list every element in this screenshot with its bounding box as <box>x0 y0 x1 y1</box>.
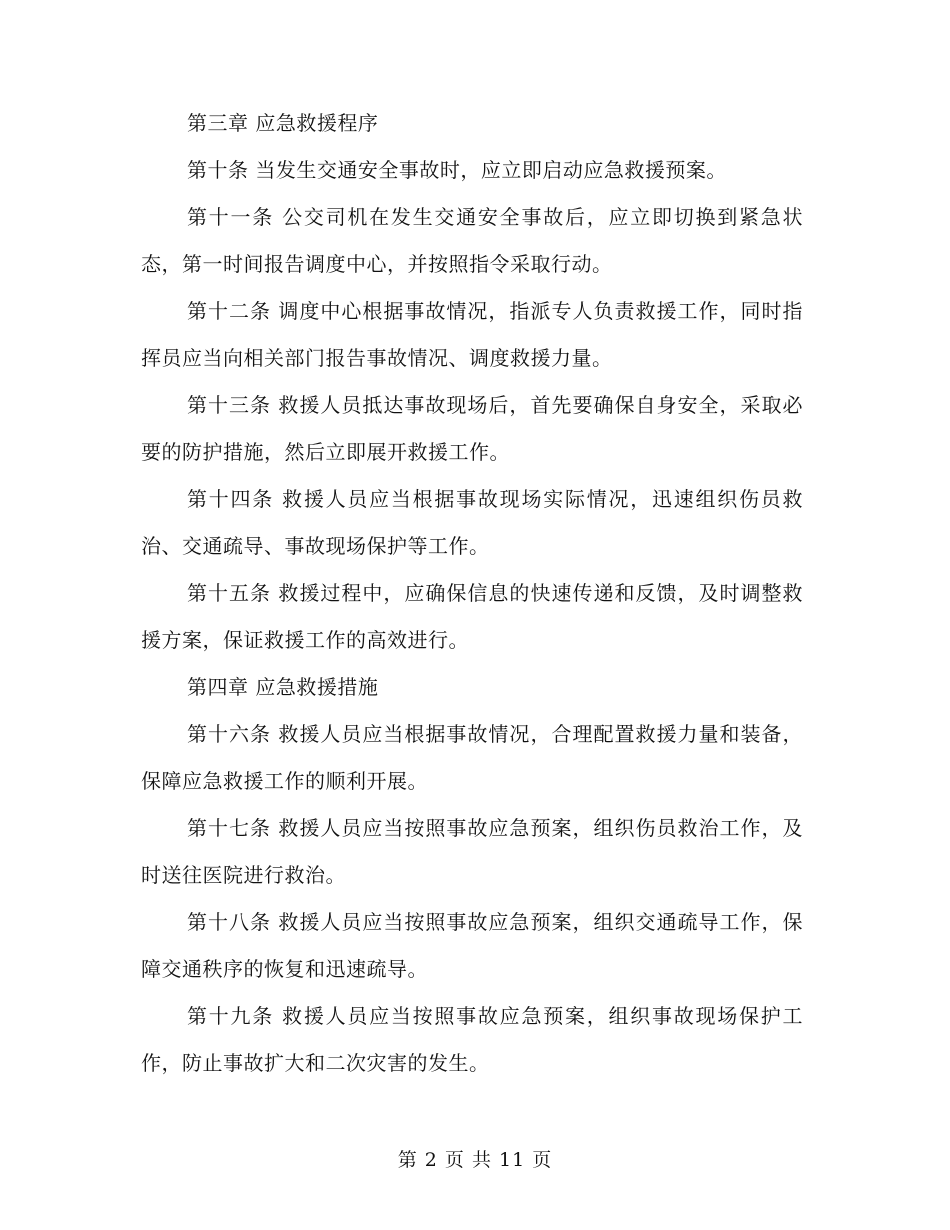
page-footer <box>0 1146 950 1174</box>
article-18: 第十八条 救援人员应当按照事故应急预案，组织交通疏导工作，保障交通秩序的恢复和迅速疏导。 <box>141 910 803 981</box>
article-13: 第十三条 救援人员抵达事故现场后，首先要确保自身安全，采取必要的防护措施，然后立即展开救援工作。 <box>141 393 803 464</box>
chapter-3-heading: 第三章 应急救援程序 <box>187 111 379 135</box>
page-number-indicator: 第 2 页 共 11 页 <box>397 1149 553 1171</box>
article-19: 第十九条 救援人员应当按照事故应急预案，组织事故现场保护工作，防止事故扩大和二次灾害的发生。 <box>141 1004 803 1075</box>
article-12: 第十二条 调度中心根据事故情况，指派专人负责救援工作，同时指挥员应当向相关部门报告事故情况、调度救援力量。 <box>141 299 803 370</box>
article-17: 第十七条 救援人员应当按照事故应急预案，组织伤员救治工作，及时送往医院进行救治。 <box>141 816 803 887</box>
article-16: 第十六条 救援人员应当根据事故情况，合理配置救援力量和装备，保障应急救援工作的顺利开展。 <box>141 722 803 793</box>
article-15: 第十五条 救援过程中，应确保信息的快速传递和反馈，及时调整救援方案，保证救援工作的高效进行。 <box>141 581 803 652</box>
article-14: 第十四条 救援人员应当根据事故现场实际情况，迅速组织伤员救治、交通疏导、事故现场保护等工作。 <box>141 487 803 558</box>
chapter-4-heading: 第四章 应急救援措施 <box>187 675 379 699</box>
document-body <box>141 100 803 1087</box>
article-11: 第十一条 公交司机在发生交通安全事故后，应立即切换到紧急状态，第一时间报告调度中心，并按照指令采取行动。 <box>141 205 803 276</box>
article-10: 第十条 当发生交通安全事故时，应立即启动应急救援预案。 <box>187 158 727 182</box>
